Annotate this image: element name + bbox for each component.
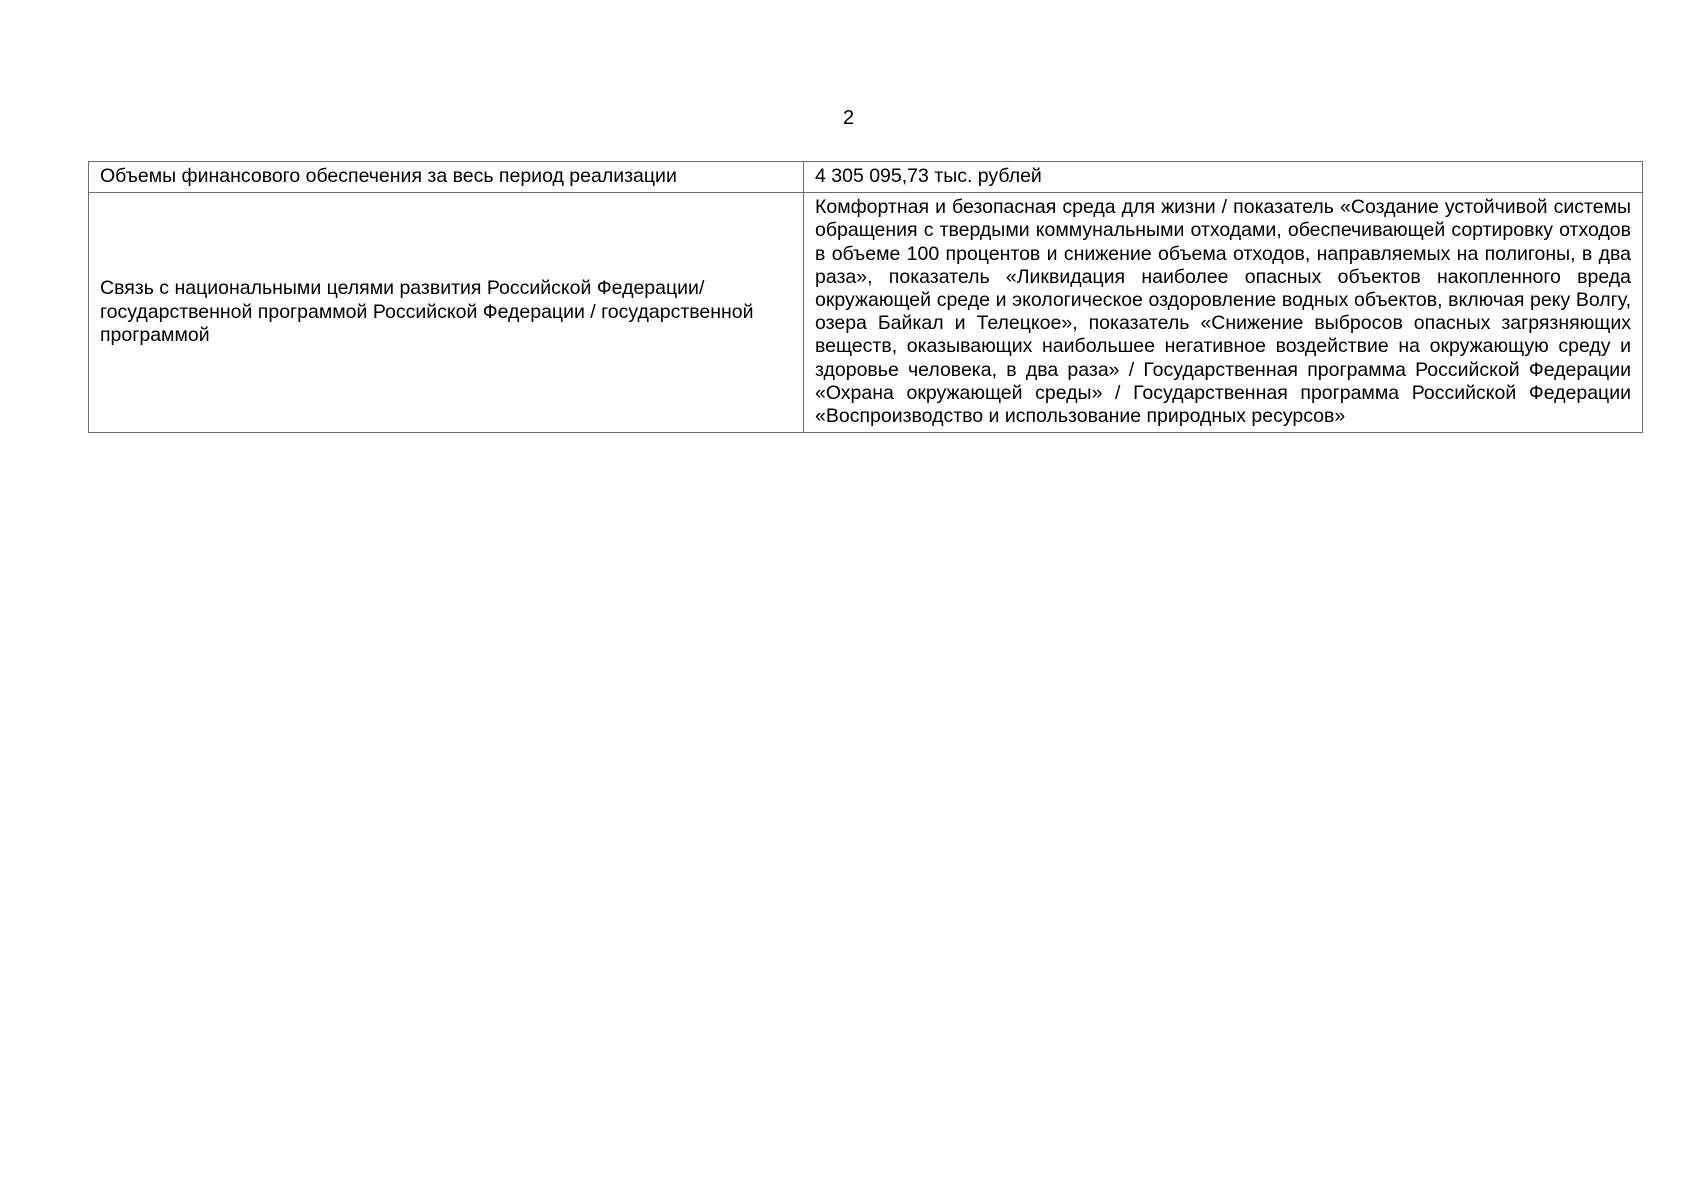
row-value-financing: 4 305 095,73 тыс. рублей <box>804 162 1643 193</box>
table-row <box>89 193 1643 433</box>
passport-table <box>88 161 1643 433</box>
row-value-national-goals: Комфортная и безопасная среда для жизни / показатель «Создание устойчивой системы обращения с твердыми коммунальными отходами, обеспечивающей сортировку отходов в объеме 100 процентов и снижение объема отходов, направляемых на полигоны, в два раза», показатель «Ликвидация наиболее опасных объектов накопленного вреда окружающей среде и экологическое оздоровление водных объектов, включая реку Волгу, озера Байкал и Телецкое», показатель «Снижение выбросов опасных загрязняющих веществ, оказывающих наибольшее негативное воздействие на окружающую среду и здоровье человека, в два раза» / Государственная программа Российской Федерации «Охрана окружающей среды» / Государственная программа Российской Федерации «Воспроизводство и использование природных ресурсов» <box>804 193 1643 433</box>
table-row <box>89 162 1643 193</box>
row-label-national-goals: Связь с национальными целями развития Российской Федерации/ государственной программой Российской Федерации / государственной программой <box>89 193 804 433</box>
row-label-financing: Объемы финансового обеспечения за весь период реализации <box>89 162 804 193</box>
page-number: 2 <box>842 107 855 129</box>
